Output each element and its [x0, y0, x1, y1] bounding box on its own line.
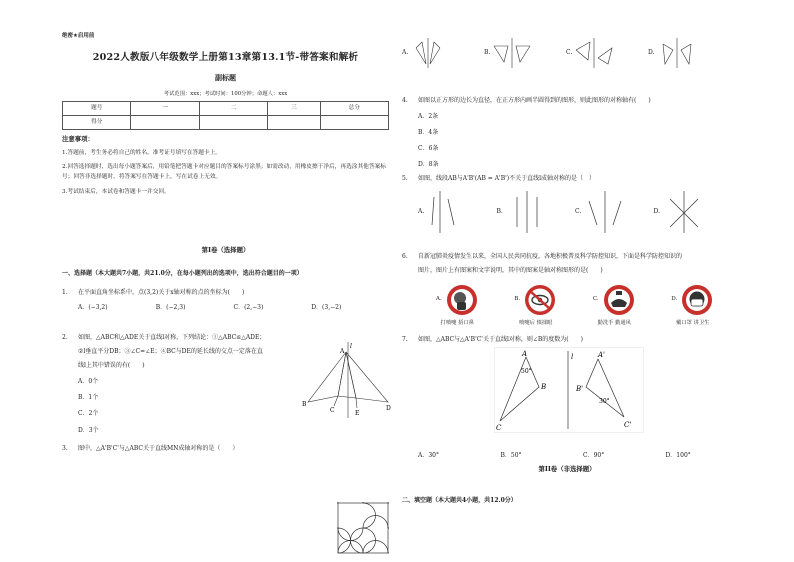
question-number: 3. — [62, 445, 68, 452]
q3-option-a-figure — [408, 36, 448, 70]
score-table-cell: 二 — [199, 101, 267, 115]
fig-label: B — [302, 401, 307, 408]
question-text: ②l垂直平分DB；③∠C=∠E；④BC与DE的延长线的交点一定落在直 — [78, 348, 263, 356]
q5-options — [418, 189, 732, 235]
question-7 — [402, 336, 732, 344]
option-label: B. — [496, 208, 503, 216]
option-d[interactable] — [654, 283, 733, 327]
question-text: 如图，线段AB与A'B'(AB = A'B')不关于直线l成轴对称的是（ ） — [418, 175, 596, 182]
option-label: D. — [653, 208, 661, 216]
fig-label: A — [340, 348, 345, 355]
sneeze-icon — [445, 283, 479, 317]
option-a[interactable] — [418, 189, 497, 235]
q3-option-b-figure — [490, 36, 534, 70]
question-number: 5. — [402, 175, 408, 182]
question-text: 图中，△A'B'C'与△ABC关于直线MN成轴对称的是（ ） — [78, 445, 239, 452]
section-1-heading: 一、选择题（本大题共7小题，共21.0分，在每小题列出的选项中，选出符合题目的一项） — [62, 270, 303, 277]
option-c[interactable]: C．2个 — [78, 410, 99, 418]
question-3 — [62, 445, 389, 453]
score-table-cell: 题号 — [63, 101, 131, 115]
fig-label: B' — [576, 385, 584, 393]
question-2 — [62, 334, 389, 435]
notice-title: 注意事项： — [62, 134, 94, 143]
notice-list — [62, 149, 389, 198]
fig-label: 50° — [521, 368, 532, 375]
option-d[interactable]: D．8条 — [418, 161, 439, 169]
option-a[interactable]: A．30° — [418, 452, 439, 459]
q5-option-a-figure — [424, 189, 470, 235]
q5-option-b-figure — [503, 189, 549, 235]
q3-option-d-figure — [655, 36, 699, 70]
q3-option-c-figure — [572, 36, 616, 70]
option-label: A. — [435, 296, 442, 303]
option-d[interactable] — [648, 36, 730, 70]
option-a[interactable] — [418, 283, 497, 327]
option-c[interactable]: C．(2,−3) — [233, 304, 264, 312]
q3-options — [402, 36, 732, 70]
fig-label: C' — [624, 421, 632, 429]
score-input-cell[interactable] — [199, 115, 267, 129]
question-6 — [402, 253, 732, 327]
question-5 — [402, 175, 732, 235]
hand-wash-icon — [602, 283, 636, 317]
option-c[interactable]: C．90° — [583, 452, 605, 459]
secret-label: 绝密★启用前 — [62, 33, 95, 39]
fig-label: C — [496, 424, 502, 432]
question-options — [78, 304, 389, 312]
option-label: D. — [671, 296, 678, 303]
option-c[interactable]: C．6条 — [418, 145, 439, 153]
option-c[interactable] — [575, 283, 654, 327]
option-caption: 戴口罩 讲卫生 — [676, 320, 710, 327]
score-table-header-row — [63, 101, 389, 115]
question-text: 线l上其中错误的有( ) — [78, 362, 145, 370]
question-text: 图片，图片上有图案和文字说明，其中的图案是轴对称图形的是( ) — [418, 267, 603, 275]
q6-options — [418, 283, 732, 327]
q5-option-c-figure — [581, 189, 627, 235]
question-text: 在平面直角坐标系中，点(3,2)关于x轴对称的点的坐标为( ) — [78, 289, 245, 296]
page-title: 2022人教版八年级数学上册第13章第13.1节-带答案和解析 — [92, 52, 359, 64]
option-b[interactable]: B．50° — [500, 452, 522, 459]
option-caption: 喷嚏后 慎揉眼 — [519, 320, 553, 327]
fig-label: C — [330, 407, 335, 414]
option-label: B. — [514, 296, 521, 303]
question-number: 6. — [402, 253, 408, 260]
option-b[interactable]: B．(−2,3) — [155, 304, 186, 312]
option-label: B. — [484, 48, 491, 56]
q7-options — [418, 452, 748, 460]
score-input-cell[interactable] — [320, 115, 388, 129]
option-label: C. — [566, 48, 573, 56]
option-label: D. — [648, 48, 655, 56]
option-b[interactable] — [484, 36, 566, 70]
q2-figure — [302, 340, 394, 420]
option-label: C. — [575, 208, 582, 216]
question-number: 1. — [62, 289, 68, 296]
option-d[interactable]: D．3个 — [78, 426, 99, 434]
score-table-cell: 三 — [268, 101, 320, 115]
volume-1-heading: 第I卷（选择题） — [201, 246, 250, 254]
score-input-cell[interactable] — [268, 115, 320, 129]
left-column — [62, 33, 391, 452]
question-options — [402, 113, 732, 169]
fig-label: l — [350, 343, 352, 350]
option-a[interactable]: A．0个 — [78, 378, 99, 386]
fig-label: E — [355, 410, 360, 417]
question-number: 7. — [402, 336, 408, 343]
option-b[interactable]: B．1个 — [78, 394, 99, 402]
notice-item: 2.回答选择题时，选出每小题答案后，用铅笔把答题卡对应题目的答案标号涂黑；如需改动，用橡皮擦干净后，再选涂其他答案标号；回答非选择题时，将答案写在答题卡上，写在试卷上无效。 — [62, 164, 386, 180]
option-label: A. — [402, 48, 409, 56]
notice-item: 3.考试结束后，本试卷和答题卡一并交回。 — [62, 188, 170, 195]
question-text: 如图，△ABC和△ADE关于直线l对称，下列结论：①△ABC≌△ADE； — [78, 334, 266, 341]
option-b[interactable] — [497, 283, 576, 327]
score-table-score-row — [63, 115, 389, 129]
option-a[interactable]: A．2条 — [418, 113, 439, 121]
score-table-cell: 总分 — [320, 101, 388, 115]
question-text: 如图，△ABC与△A'B'C'关于直线l对称，则∠B的度数为( ) — [418, 336, 583, 343]
q7-figure — [494, 347, 644, 433]
option-d[interactable] — [654, 189, 733, 235]
fig-label: l — [571, 353, 574, 361]
option-a[interactable] — [402, 36, 484, 70]
score-table-cell: 得分 — [63, 115, 131, 129]
score-table-cell: 一 — [131, 101, 199, 115]
mask-icon — [680, 283, 714, 317]
option-d[interactable]: D．(3,−2) — [311, 304, 342, 312]
page-subtitle: 副标题 — [215, 73, 236, 83]
score-table — [62, 101, 389, 130]
question-text: 自新冠肺炎疫情发生以来，全国人民共同抗疫，各地积极普及科学防控知识，下面是科学防控知识的 — [418, 253, 683, 260]
question-number: 2. — [62, 334, 68, 341]
section-2-heading: 二、填空题（本大题共4小题，共12.0分） — [402, 497, 517, 504]
notice-item: 1.答题前，考生务必将自己的姓名、准考证号填写在答题卡上。 — [62, 149, 221, 156]
option-b[interactable] — [497, 189, 576, 235]
option-label: A. — [418, 208, 425, 216]
fig-label: 30° — [599, 398, 610, 405]
option-c[interactable] — [575, 189, 654, 235]
eye-rub-icon — [523, 283, 557, 317]
exam-info: 考试范围：xxx；考试时间：100分钟；命题人：xxx — [163, 90, 288, 97]
option-c[interactable] — [566, 36, 648, 70]
fig-label: A — [522, 350, 528, 358]
fig-label: A' — [598, 351, 605, 359]
question-4 — [402, 97, 732, 169]
option-b[interactable]: B．4条 — [418, 129, 439, 137]
option-caption: 打喷嚏 捂口鼻 — [440, 320, 474, 327]
option-caption: 勤洗手 勤通风 — [597, 320, 631, 327]
fig-label: B — [541, 383, 547, 391]
option-d[interactable]: D．100° — [665, 452, 691, 459]
right-column — [402, 33, 732, 504]
volume-2-heading: 第II卷（非选择题） — [538, 465, 596, 473]
option-a[interactable]: A．(−3,2) — [78, 304, 108, 312]
question-number: 4. — [402, 97, 408, 104]
question-1 — [62, 289, 389, 312]
q4-figure — [337, 502, 389, 562]
question-text: 如图以正方形的边长为直径，在正方形内画半圆得到的图形，则此图形的对称轴有( ) — [418, 97, 651, 104]
q5-option-d-figure — [660, 189, 706, 235]
score-input-cell[interactable] — [131, 115, 199, 129]
fig-label: D — [386, 405, 391, 412]
option-label: C. — [592, 296, 599, 303]
